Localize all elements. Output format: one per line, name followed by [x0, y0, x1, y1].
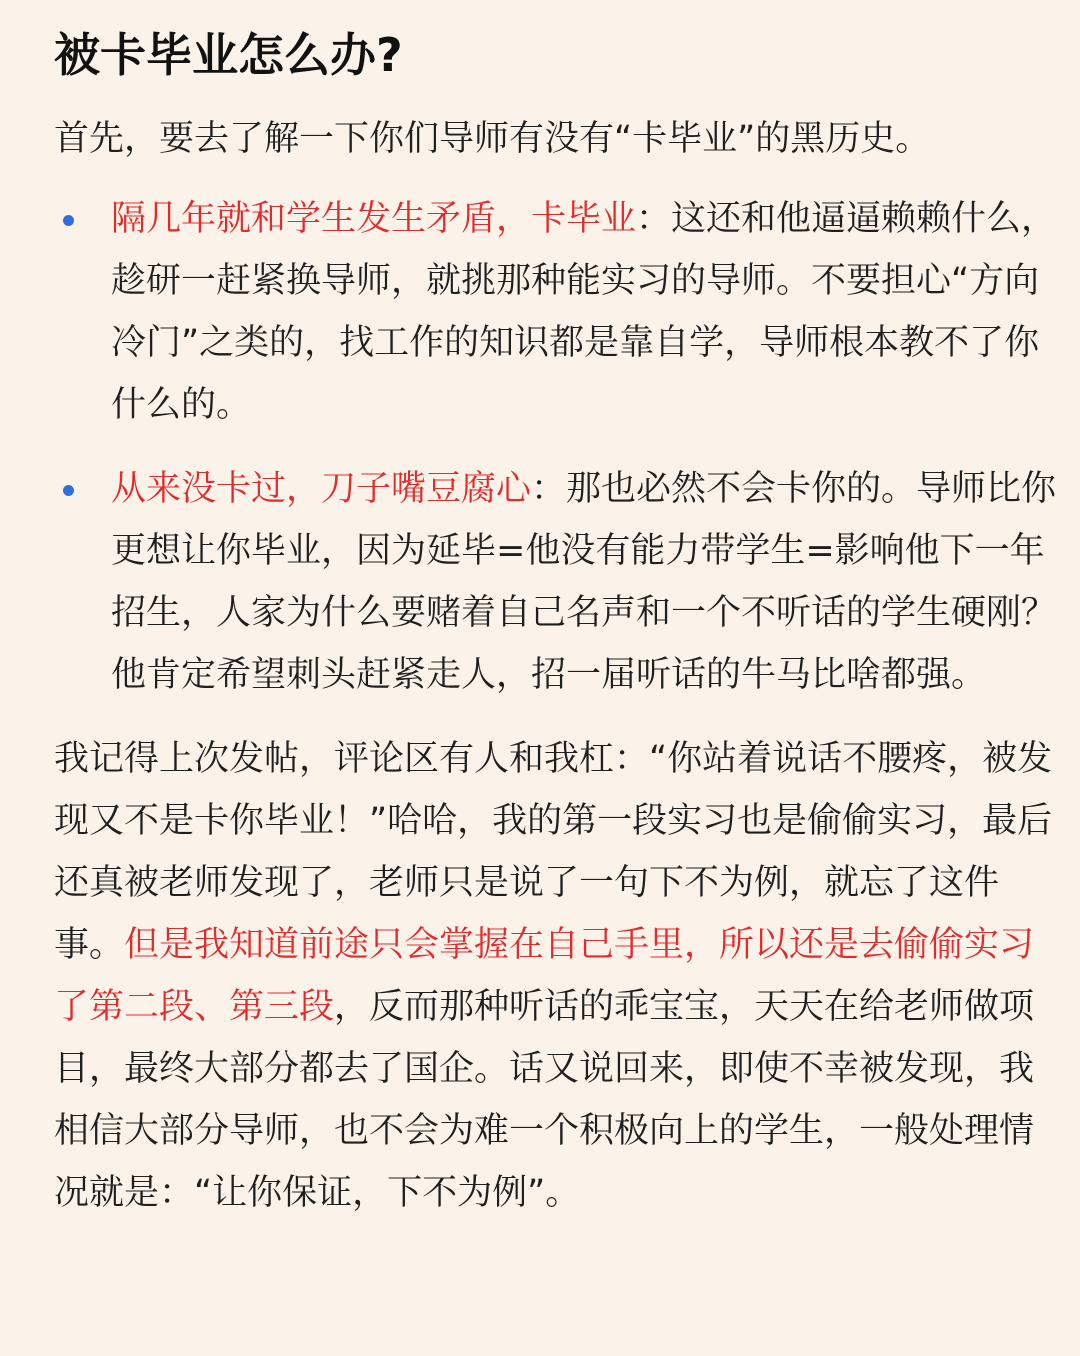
story-text-part1: 我记得上次发帖，评论区有人和我杠：“你站着说话不腰疼，被发现又不是卡你毕业！”哈哈，我的第一段实习也是偷偷实习，最后还真被老师发现了，老师只是说了一句下不为例，就忘了这件事。: [54, 739, 1053, 965]
story-text-part2: ，反而那种听话的乖宝宝，天天在给老师做项目，最终大部分都去了国企。话又说回来，即使不幸被发现，我相信大部分导师，也不会为难一个积极向上的学生，一般处理情况就是：“让你保证，下不为例”。: [54, 987, 1035, 1213]
bullet-highlight: 隔几年就和学生发生矛盾，卡毕业: [111, 199, 637, 239]
bullet-dot-icon: [63, 215, 74, 226]
story-paragraph: [54, 728, 1062, 1224]
bullet-highlight: 从来没卡过，刀子嘴豆腐心: [111, 469, 532, 509]
bullet-list: [54, 188, 1062, 706]
list-item: [54, 188, 1062, 436]
bullet-text: ：这还和他逼逼赖赖什么，趁研一赶紧换导师，就挑那种能实习的导师。不要担心“方向冷门”之类的，找工作的知识都是靠自学，导师根本教不了你什么的。: [111, 199, 1057, 425]
intro-paragraph: 首先，要去了解一下你们导师有没有“卡毕业”的黑历史。: [54, 119, 931, 159]
bullet-text: ：那也必然不会卡你的。导师比你更想让你毕业，因为延毕=他没有能力带学生=影响他下一年招生，人家为什么要赌着自己名声和一个不听话的学生硬刚？他肯定希望刺头赶紧走人，招一届听话的牛马比啥都强。: [111, 469, 1057, 695]
page-title: 被卡毕业怎么办?: [54, 28, 403, 82]
bullet-dot-icon: [63, 485, 74, 496]
story-highlight: 但是我知道前途只会掌握在自己手里，所以还是去偷偷实习了第二段、第三段: [54, 925, 1035, 1027]
list-item: [54, 458, 1062, 706]
